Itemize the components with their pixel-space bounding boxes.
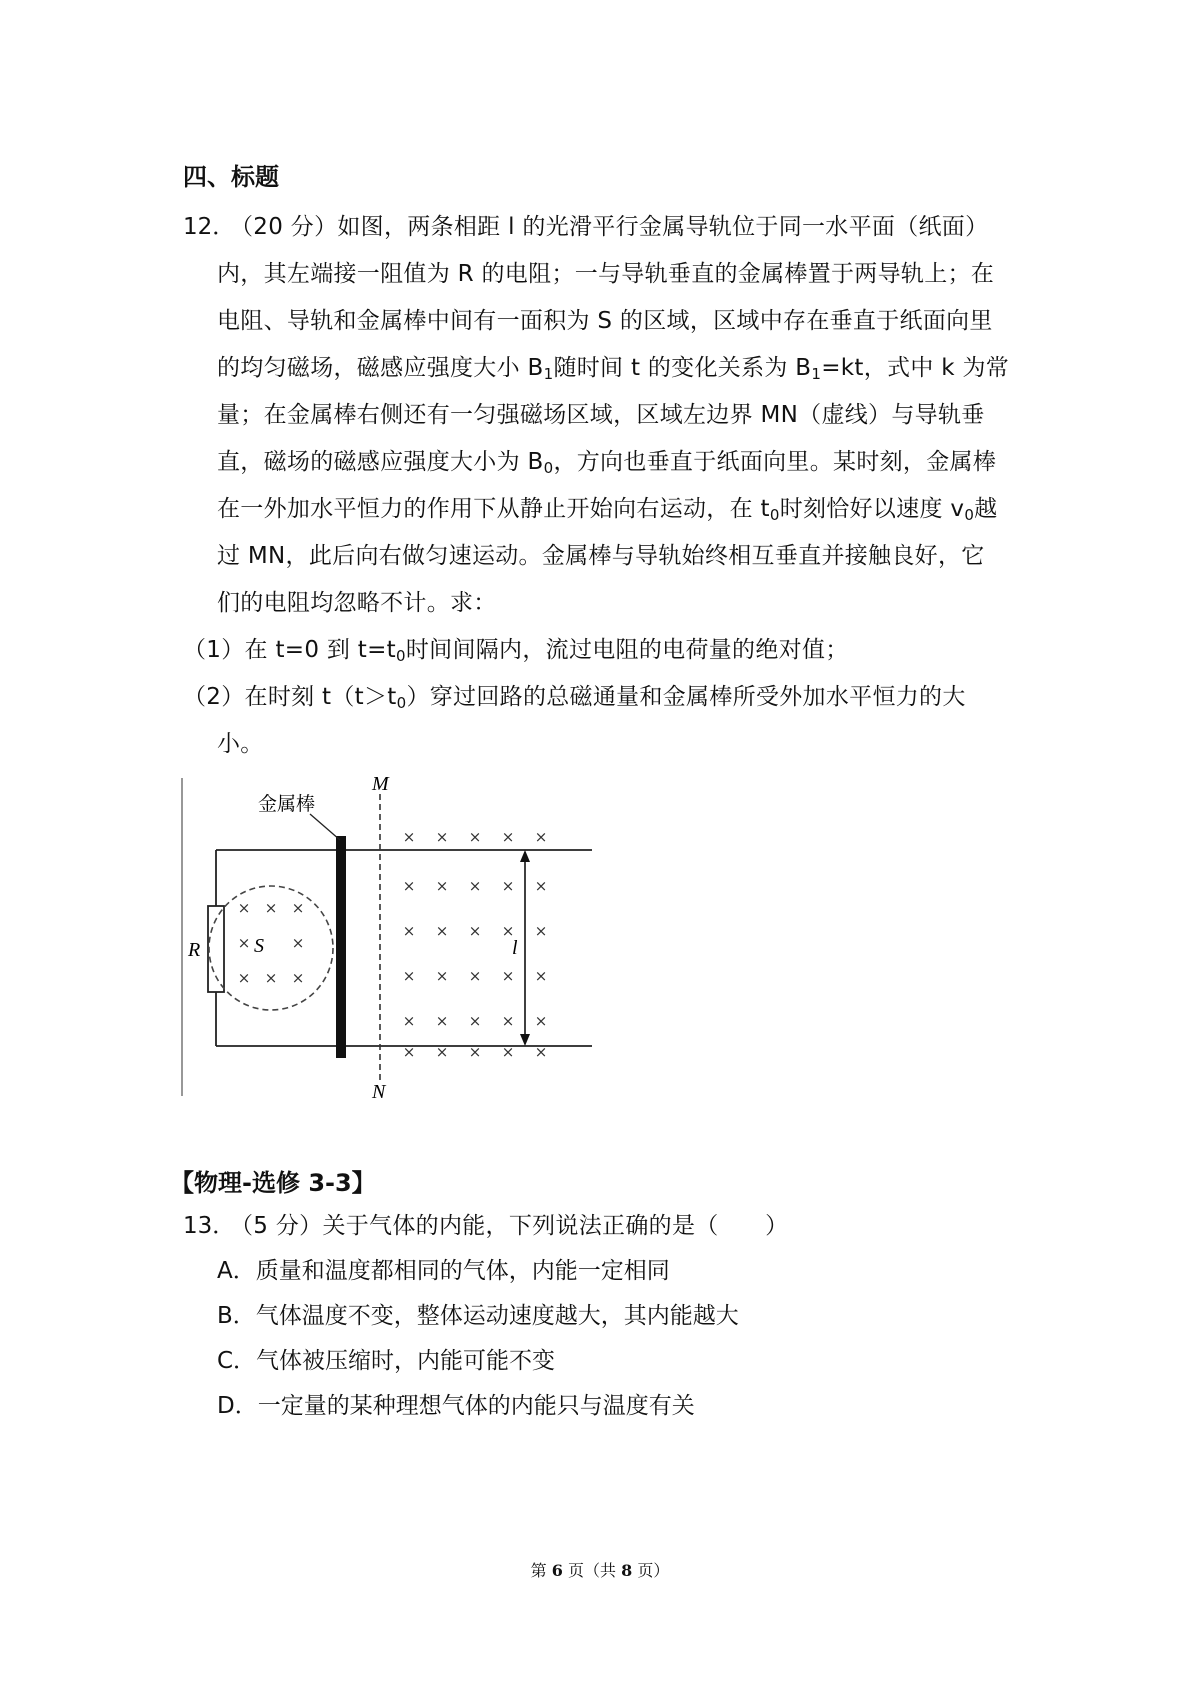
question-12-number: 12． bbox=[183, 214, 236, 240]
field-cross-mark: × bbox=[501, 1043, 515, 1061]
field-cross-mark: × bbox=[237, 934, 251, 952]
subscript: 1 bbox=[543, 365, 554, 383]
question-12-line-6 bbox=[217, 443, 996, 476]
label-n: N bbox=[372, 1081, 386, 1100]
field-cross-mark: × bbox=[534, 1043, 548, 1061]
field-cross-mark: × bbox=[435, 1012, 449, 1030]
question-13-number: 13． bbox=[183, 1213, 236, 1239]
field-cross-mark: × bbox=[237, 899, 251, 917]
field-cross-mark: × bbox=[435, 877, 449, 895]
field-cross-mark: × bbox=[501, 1012, 515, 1030]
subscript: 0 bbox=[964, 506, 975, 524]
field-cross-mark: × bbox=[501, 922, 515, 940]
field-cross-mark: × bbox=[402, 922, 416, 940]
rod-label: 金属棒 bbox=[258, 793, 316, 815]
page-number: 6 bbox=[551, 1561, 563, 1580]
field-cross-mark: × bbox=[534, 828, 548, 846]
field-cross-mark: × bbox=[402, 1012, 416, 1030]
field-cross-mark: × bbox=[237, 969, 251, 987]
field-cross-mark: × bbox=[534, 967, 548, 985]
text-segment: 在一外加水平恒力的作用下从静止开始向右运动，在 t bbox=[217, 496, 770, 522]
width-arrow-head-top bbox=[520, 850, 530, 862]
field-cross-mark: × bbox=[435, 828, 449, 846]
elective-heading: 【物理-选修 3-3】 bbox=[170, 1169, 376, 1197]
field-cross-mark: × bbox=[468, 877, 482, 895]
text-segment: 时间间隔内，流过电阻的电荷量的绝对值； bbox=[405, 637, 849, 663]
question-12-line-9: 们的电阻均忽略不计。求： bbox=[217, 590, 497, 616]
subscript: 0 bbox=[543, 459, 554, 477]
field-cross-mark: × bbox=[501, 877, 515, 895]
field-cross-mark: × bbox=[264, 969, 278, 987]
field-cross-mark: × bbox=[435, 922, 449, 940]
field-cross-mark: × bbox=[291, 934, 305, 952]
page-footer bbox=[0, 1558, 1200, 1581]
width-arrow-head-bottom bbox=[520, 1034, 530, 1046]
option-b: B．气体温度不变，整体运动速度越大，其内能越大 bbox=[217, 1303, 739, 1329]
question-12-line-3: 电阻、导轨和金属棒中间有一面积为 S 的区域，区域中存在垂直于纸面向里 bbox=[217, 308, 993, 334]
option-a: A．质量和温度都相同的气体，内能一定相同 bbox=[217, 1258, 670, 1284]
text-segment: 直，磁场的磁感应强度大小为 B bbox=[217, 449, 544, 475]
question-12-line-5: 量；在金属棒右侧还有一匀强磁场区域，区域左边界 MN（虚线）与导轨垂 bbox=[217, 402, 985, 428]
field-cross-mark: × bbox=[435, 967, 449, 985]
option-c: C．气体被压缩时，内能可能不变 bbox=[217, 1348, 556, 1374]
field-cross-mark: × bbox=[291, 969, 305, 987]
field-cross-mark: × bbox=[468, 828, 482, 846]
question-12-line-7 bbox=[217, 490, 997, 523]
text-segment: 越 bbox=[974, 496, 998, 522]
question-12-line-2: 内，其左端接一阻值为 R 的电阻；一与导轨垂直的金属棒置于两导轨上；在 bbox=[217, 261, 995, 287]
field-cross-mark: × bbox=[264, 899, 278, 917]
text-segment: 的均匀磁场，磁感应强度大小 B bbox=[217, 355, 544, 381]
footer-text: 页（共 bbox=[562, 1561, 622, 1580]
option-d: D．一定量的某种理想气体的内能只与温度有关 bbox=[217, 1393, 695, 1419]
text-segment: ）穿过回路的总磁通量和金属棒所受外加水平恒力的大 bbox=[406, 684, 966, 710]
field-cross-mark: × bbox=[402, 828, 416, 846]
question-12-line-1: （20 分）如图，两条相距 l 的光滑平行金属导轨位于同一水平面（纸面） bbox=[230, 214, 989, 240]
subscript: 1 bbox=[811, 365, 822, 383]
field-cross-mark: × bbox=[534, 1012, 548, 1030]
field-cross-mark: × bbox=[468, 1043, 482, 1061]
text-segment: （1）在 t=0 到 t=t bbox=[183, 637, 396, 663]
label-m: M bbox=[372, 773, 389, 795]
resistor-label: R bbox=[188, 939, 201, 961]
footer-text: 页） bbox=[632, 1561, 670, 1580]
question-12-line-8: 过 MN，此后向右做匀速运动。金属棒与导轨始终相互垂直并接触良好，它 bbox=[217, 543, 985, 569]
footer-text: 第 bbox=[530, 1561, 552, 1580]
text-segment: =kt，式中 k 为常 bbox=[821, 355, 1010, 381]
field-cross-mark: × bbox=[291, 899, 305, 917]
question-12-part-1 bbox=[183, 631, 849, 664]
question-13-stem: （5 分）关于气体的内能，下列说法正确的是（ ） bbox=[230, 1213, 789, 1239]
field-cross-mark: × bbox=[501, 828, 515, 846]
subscript: 0 bbox=[396, 694, 407, 712]
field-cross-mark: × bbox=[402, 967, 416, 985]
region-label-s: S bbox=[254, 935, 264, 957]
text-segment: （2）在时刻 t（t＞t bbox=[183, 684, 397, 710]
subscript: 0 bbox=[769, 506, 780, 524]
rod-label-leader bbox=[310, 814, 340, 840]
page-total: 8 bbox=[621, 1561, 633, 1580]
field-cross-mark: × bbox=[402, 1043, 416, 1061]
section-heading: 四、标题 bbox=[183, 163, 279, 191]
field-cross-mark: × bbox=[468, 967, 482, 985]
field-cross-mark: × bbox=[435, 1043, 449, 1061]
text-segment: 随时间 t 的变化关系为 B bbox=[553, 355, 812, 381]
text-segment: 时刻恰好以速度 v bbox=[779, 496, 965, 522]
width-label-l: l bbox=[512, 937, 518, 959]
field-cross-mark: × bbox=[534, 922, 548, 940]
subscript: 0 bbox=[396, 647, 406, 665]
circle-field-crosses bbox=[238, 899, 305, 987]
field-cross-mark: × bbox=[468, 1012, 482, 1030]
metal-rod bbox=[336, 836, 346, 1058]
circuit-diagram bbox=[180, 770, 600, 1100]
field-cross-mark: × bbox=[534, 877, 548, 895]
field-cross-mark: × bbox=[402, 877, 416, 895]
question-12-part-2 bbox=[183, 678, 966, 711]
field-cross-mark: × bbox=[501, 967, 515, 985]
text-segment: ，方向也垂直于纸面向里。某时刻，金属棒 bbox=[553, 449, 997, 475]
field-cross-mark: × bbox=[468, 922, 482, 940]
question-12-line-4 bbox=[217, 349, 1009, 382]
question-12-part-2-cont: 小。 bbox=[217, 731, 264, 757]
